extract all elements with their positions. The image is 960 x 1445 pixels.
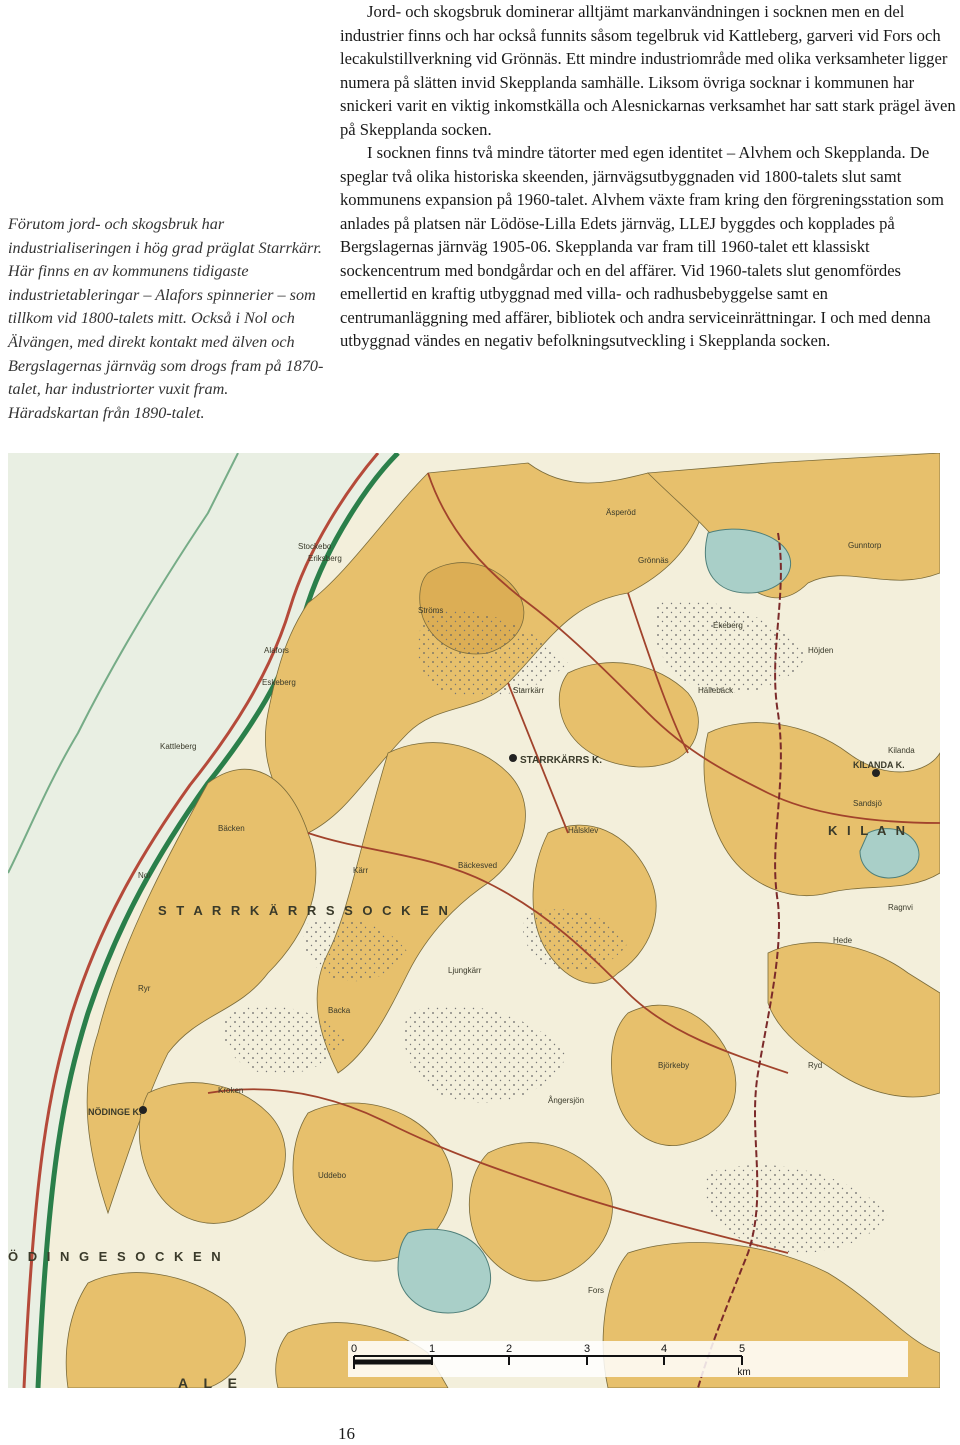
scale-label: 2 xyxy=(505,1343,513,1355)
map-place-name: Ragnvi xyxy=(888,903,913,912)
map-place-name: Ljungkärr xyxy=(448,966,482,975)
body-paragraph-1: Jord- och skogsbruk dominerar alltjämt markanvändningen i socknen men en del industrier finns och har också funnits såsom tegelbruk vid Kattleberg, garveri vid Fors och lecakulstillverkning vid Grönnäs. Ett mindre industriområde med olika verksamheter ligger numera på slätten invid Skepplanda samhälle. Liksom övriga socknar i kommunen har snickeri varit en viktig inkomstkälla och Alesnickarnas verksamhet har satt stark prägel även på Skepplanda socken. xyxy=(340,2,956,139)
map-place-name: Ryd xyxy=(808,1061,823,1070)
map-label-starrkarr-church: STARRKÄRRS K. xyxy=(520,755,603,766)
map-place-name: Kilanda xyxy=(888,746,915,755)
map-place-name: Alafors xyxy=(264,646,289,655)
map-place-name: Kattleberg xyxy=(160,742,197,751)
map-place-name: Ångersjön xyxy=(548,1096,585,1105)
map-place-name: Äsperöd xyxy=(606,508,636,517)
map-label-ale: A L E xyxy=(178,1375,244,1388)
map-place-name: Sandsjö xyxy=(853,799,882,808)
map-place-name: Hede xyxy=(833,936,853,945)
historical-map xyxy=(8,453,940,1388)
body-text xyxy=(340,0,956,353)
map-place-name: Grönnäs xyxy=(638,556,669,565)
map-place-name: Ryr xyxy=(138,984,151,993)
map-caption xyxy=(8,213,328,425)
scale-label: 5 xyxy=(738,1343,746,1355)
map-place-name: Kärr xyxy=(353,866,369,875)
map-place-name: Eriksberg xyxy=(308,554,342,563)
map-label-kilanda-church: KILANDA K. xyxy=(853,760,905,770)
map-place-name: Nol xyxy=(138,871,151,880)
map-place-name: Starrkärr xyxy=(513,686,545,695)
map-place-name: Ekeberg xyxy=(713,621,743,630)
scale-label: 4 xyxy=(660,1343,668,1355)
map-scale-bar xyxy=(348,1341,908,1378)
map-place-name: Stockebo xyxy=(298,542,332,551)
map-place-name: Höjden xyxy=(808,646,834,655)
map-label-nodinge-church: NÖDINGE K. xyxy=(88,1107,142,1117)
map-place-name: Ströms xyxy=(418,606,444,615)
map-label-kilanda-parish: K I L A N xyxy=(828,823,908,838)
body-paragraph-2: I socknen finns två mindre tätorter med egen identitet – Alvhem och Skepplanda. De speglar två olika historiska skeenden, järnvägsutbyggnaden vid 1800-talets slut samt kommunens expansion på 1960-talet. Alvhem växte fram kring den förgreningsstation som anlades på platsen när Lödöse-Lilla Edets järnväg, LLEJ byggdes och kopplades på Bergslagernas järnväg 1905-06. Skepplanda var fram till 1960-talet ett klassiskt sockencentrum med bondgårdar och en del affärer. Vid 1960-talets slut genomfördes emellertid en kraftig utbyggnad med villa- och radhusbebyggelse samt en centrumanläggning med affärer, bibliotek och andra serviceinrättningar. I och med denna utbyggnad vändes en negativ befolkningsutveckling i Skepplanda socken. xyxy=(340,143,944,350)
map-place-name: Gunntorp xyxy=(848,541,882,550)
map-place-name: Kroken xyxy=(218,1086,244,1095)
map-place-name: Hålsklev xyxy=(568,826,599,835)
caption-source: Häradskartan från 1890-talet. xyxy=(8,403,205,422)
map-place-name: Hällebäck xyxy=(698,686,734,695)
map-place-name: Fors xyxy=(588,1286,604,1295)
map-place-name: Bäcken xyxy=(218,824,245,833)
scale-unit: km xyxy=(737,1367,751,1378)
map-place-name: Eskeberg xyxy=(262,678,296,687)
scale-label: 3 xyxy=(583,1343,591,1355)
caption-text: Förutom jord- och skogsbruk har industrialiseringen i hög grad präglat Starrkärr. Här finns en av kommunens tidigaste industrietableringar – Alafors spinnerier – som tillkom vid 1800-talets mitt. Också i Nol och Älvängen, med direkt kontakt med älven och Bergslagernas järnväg som drogs fram på 1870-talet, har industriorter vuxit fram. xyxy=(8,215,324,399)
map-place-name: Backa xyxy=(328,1006,351,1015)
scale-label: 1 xyxy=(428,1343,436,1355)
map-label-nodinge-parish: Ö D I N G E S O C K E N xyxy=(8,1249,224,1264)
map-place-name: Björkeby xyxy=(658,1061,690,1070)
map-label-starrkarr-parish: S T A R R K Ä R R S S O C K E N xyxy=(158,903,451,918)
map-place-name: Bäckesved xyxy=(458,861,498,870)
scale-label: 0 xyxy=(350,1343,358,1355)
map-place-name: Uddebo xyxy=(318,1171,347,1180)
page-number: 16 xyxy=(338,1424,355,1443)
